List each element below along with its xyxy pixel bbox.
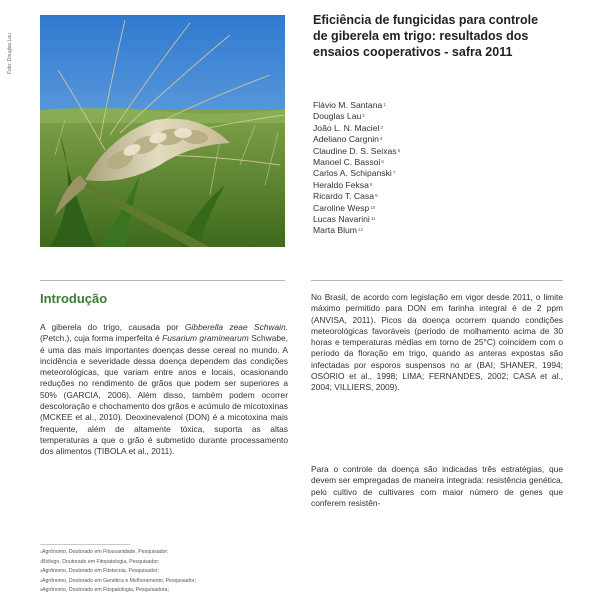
- footnote-item: [40, 558, 196, 568]
- author-affiliation-mark: 10: [370, 204, 376, 210]
- intro-text: (Petch.), cuja forma imperfeita é: [40, 333, 163, 344]
- footnote-mark: 3: [40, 569, 42, 574]
- author-affiliation-mark: 8: [369, 181, 373, 187]
- author-name: Flávio M. Santana: [313, 100, 383, 110]
- author-item: [313, 134, 400, 145]
- footnote-list: [40, 548, 196, 596]
- footnote-mark: 1: [40, 550, 42, 554]
- body-paragraph: Para o controle da doença são indicadas três estratégias, que devem ser empregadas de maneira integrada: resistência genética, pelo cultivo de cultivares com maior número de genes que conferem resistên-: [311, 464, 563, 508]
- footnote-item: [40, 548, 196, 558]
- author-item: [313, 203, 400, 214]
- photo-credit-text: Foto: Douglas Lau: [7, 33, 13, 74]
- author-affiliation-mark: 2: [362, 113, 365, 119]
- author-affiliation-mark: 11: [370, 216, 376, 222]
- section-divider-right: [311, 280, 563, 281]
- wheat-photo: [40, 15, 285, 247]
- intro-text: Schwabe, é uma das mais importantes doenças desse cereal no mundo. A incidência e severidade dessa doença dependem das condições meteorológicas, que variam entre anos e locais, ocasionando reduções no rendimento de grãos que podem ser superiores a 50% (GARCIA, 2006). Além disso, também podem ocorrer descoloração e chochamento dos grãos e acúmulo de micotoxinas (MCKEE et al., 2010). Deoxinevalenol (DON) é a micotoxina mais frequente, além de altamente tóxica, suporta as altas temperaturas a que o grão é submetido durante processamento dos alimentos (TIBOLA et al., 2011).: [40, 333, 288, 457]
- author-name: Carlos A. Schipanski: [313, 168, 392, 179]
- author-affiliation-mark: 12: [357, 227, 363, 233]
- intro-species-name: Gibberella zeae Schwain.: [184, 322, 288, 332]
- author-name: Lucas Navarini: [313, 214, 370, 225]
- footnote-item: [40, 577, 196, 587]
- author-name: Manoel C. Bassoi: [313, 157, 381, 168]
- footnote-item: [40, 586, 196, 596]
- author-affiliation-mark: 7: [392, 170, 396, 176]
- author-name: Heraldo Feksa: [313, 179, 369, 190]
- author-item: [313, 123, 400, 134]
- footnote-mark: 4: [40, 578, 42, 583]
- intro-paragraph: [40, 322, 288, 458]
- footnote-mark: 2: [40, 559, 42, 564]
- author-name: Claudine D. S. Seixas: [313, 145, 397, 156]
- author-item: [313, 157, 400, 168]
- author-item: [313, 225, 400, 236]
- author-name: João L. N. Maciel: [313, 122, 380, 133]
- wheat-image: [40, 15, 285, 247]
- author-item: [313, 111, 400, 122]
- paper-title: Eficiência de fungicidas para controle de giberela em trigo: resultados dos ensaios cooperativos - safra 2011: [313, 13, 539, 59]
- footnote-divider: [40, 544, 130, 545]
- author-affiliation-mark: 1: [383, 102, 386, 107]
- footnote-text: Biólogo, Doutorado em Fitopatologia, Pesquisador;: [42, 558, 160, 565]
- author-name: Marta Blum: [313, 225, 357, 236]
- author-item: [313, 214, 400, 225]
- author-item: [313, 180, 400, 191]
- author-name: Caroline Wesp: [313, 202, 370, 213]
- body-paragraph: No Brasil, de acordo com legislação em vigor desde 2011, o limite máximo permitido para DON em farinha integral é de 2 ppm (ANVISA, 2011). Picos da doença ocorrem quando condições meteorológicas favoráveis (período de molhamento acima de 30 horas e temperaturas médias em torno de 25°C) coincidem com o período da floração em trigo, quando as anteras expostas são infectadas por esporos suspensos no ar (BAI; SHANER, 1994; OSÓRIO et al., 1998; LIMA; FERNANDES, 2002; CASA et al., 2004; VILLIERS, 2009).: [311, 292, 563, 393]
- author-item: [313, 191, 400, 202]
- intro-text: A giberela do trigo, causada por: [40, 322, 185, 332]
- author-name: Ricardo T. Casa: [313, 191, 374, 202]
- footnote-item: [40, 567, 196, 577]
- footnote-text: Agrônomo, Doutorado em Fitotecnia, Pesquisador;: [42, 568, 159, 575]
- author-name: Adeliano Cargnin: [313, 134, 379, 145]
- author-item: [313, 168, 400, 179]
- footnote-text: Agrônomo, Doutorado em Genética e Melhoramento, Pesquisador;: [42, 577, 196, 584]
- section-heading-introducao: Introdução: [40, 291, 108, 306]
- author-affiliation-mark: 4: [379, 136, 383, 142]
- author-affiliation-mark: 3: [380, 124, 383, 130]
- author-item: [313, 100, 400, 111]
- footnote-text: Agrônomo, Doutorado em Fitopatologia, Pesquisadora;: [42, 587, 169, 594]
- photo-credit: [7, 14, 17, 134]
- intro-species-name: Fusarium graminearum: [162, 333, 249, 344]
- footnote-text: Agrônomo, Doutorado em Fitossanidade, Pesquisador;: [42, 549, 169, 555]
- author-affiliation-mark: 9: [374, 193, 378, 199]
- author-list: [313, 100, 400, 237]
- author-affiliation-mark: 6: [381, 159, 384, 165]
- section-divider-left: [40, 280, 285, 281]
- author-affiliation-mark: 5: [397, 147, 401, 153]
- author-item: [313, 146, 400, 157]
- author-name: Douglas Lau: [313, 111, 362, 122]
- footnote-mark: 5: [40, 588, 42, 593]
